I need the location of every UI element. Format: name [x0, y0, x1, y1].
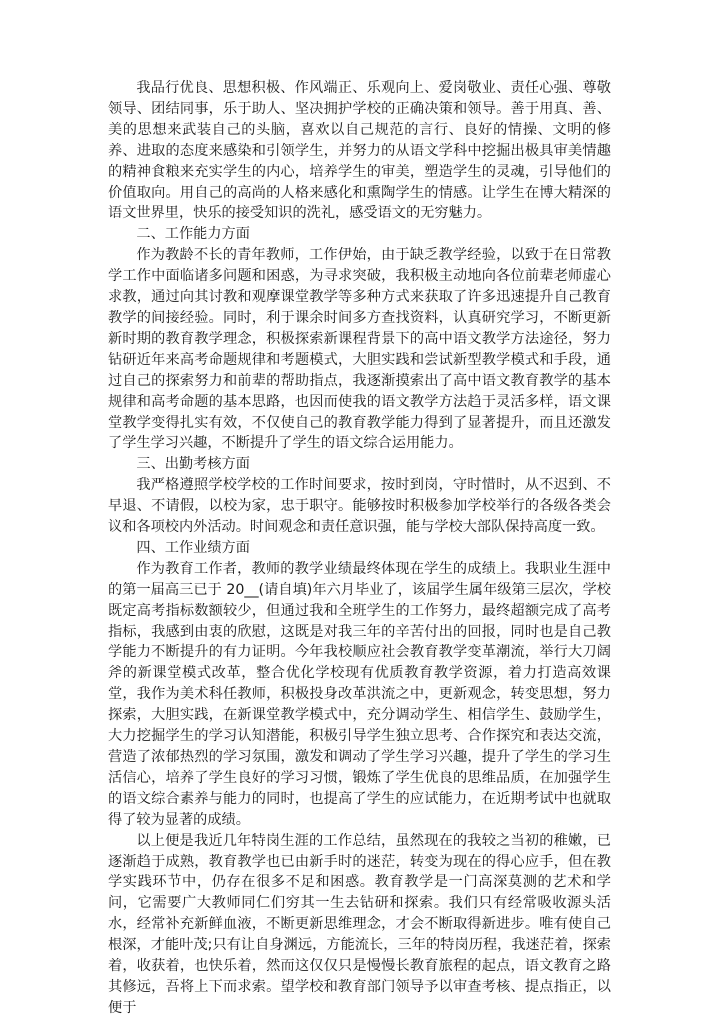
paragraph-work-ability: 作为教龄不长的青年教师，工作伊始，由于缺乏教学经验，以致于在日常教学工作中面临诸多问题和困惑，为寻求突破，我积极主动地向各位前辈老师虚心求教，通过向其讨教和观摩课堂教学等多种方式来获取了许多迅速提升自己教育教学的间接经验。同时，利于课余时间多方查找资料，认真研究学习，不断更新新时期的教育教学理念，积极探索新课程背景下的高中语文教学方法途径，努力钻研近年来高考命题规律和考题模式，大胆实践和尝试新型教学模式和手段，通过自己的探索努力和前辈的帮助指点，我逐渐摸索出了高中语文教育教学的基本规律和高考命题的基本思路，也因而使我的语文教学方法趋于灵活多样，语文课堂教学变得扎实有效，不仅使自己的教育教学能力得到了显著提升，而且还激发了学生学习兴趣，不断提升了学生的语文综合运用能力。: [108, 247, 611, 452]
paragraph-attendance: 我严格遵照学校学校的工作时间要求，按时到岗，守时惜时，从不迟到、不早退、不请假，以校为家，忠于职守。能够按时积极参加学校举行的各级各类会议和各项校内外活动。时间观念和责任意识强，能与学校大部队保持高度一致。: [108, 477, 611, 536]
paragraph-performance: 作为教育工作者，教师的教学业绩最终体现在学生的成绩上。我职业生涯中的第一届高三已于 20__(请自填)年六月毕业了，该届学生属年级第三层次，学校既定高考指标数额较少，但通过我和全班学生的工作努力，最终超额完成了高考指标，我感到由衷的欣慰，这既是对我三年的辛苦付出的回报，同时也是自己教学能力不断提升的有力证明。今年我校顺应社会教育教学变革潮流，举行大刀阔斧的新课堂模式改革，整合优化学校现有优质教育教学资源，着力打造高效课堂，我作为美术科任教师，积极投身改革洪流之中，更新观念，转变思想，努力探索，大胆实践，在新课堂教学模式中，充分调动学生、相信学生、鼓励学生，大力挖掘学生的学习认知潜能，积极引导学生独立思考、合作探究和表达交流，营造了浓郁热烈的学习氛围，激发和调动了学生学习兴趣，提升了学生的学习生活信心，培养了学生良好的学习习惯，锻炼了学生优良的思维品质，在加强学生的语文综合素养与能力的同时，也提高了学生的应试能力，在近期考试中也就取得了较为显著的成绩。: [108, 560, 611, 828]
paragraph-conduct: 我品行优良、思想积极、作风端正、乐观向上、爱岗敬业、责任心强、尊敬领导、团结同事，乐于助人、坚决拥护学校的正确决策和领导。善于用真、善、美的思想来武装自己的头脑，喜欢以自己规范的言行、良好的情操、文明的修养、进取的态度来感染和引领学生，并努力的从语文学科中挖掘出极具审美情趣的精神食粮来充实学生的内心，培养学生的审美，塑造学生的灵魂，引导他们的价值取向。用自己的高尚的人格来感化和熏陶学生的情感。让学生在博大精深的语文世界里，快乐的接受知识的洗礼，感受语文的无穷魅力。: [108, 80, 611, 222]
section-heading-attendance: 三、出勤考核方面: [136, 456, 250, 473]
section-heading-performance: 四、工作业绩方面: [136, 539, 250, 556]
section-heading-work-ability: 二、工作能力方面: [136, 226, 250, 243]
paragraph-summary: 以上便是我近几年特岗生涯的工作总结，虽然现在的我较之当初的稚嫩，已逐渐趋于成熟，教育教学也已由新手时的迷茫，转变为现在的得心应手，但在教学实践环节中，仍存在很多不足和困惑。教育教学是一门高深莫测的艺术和学问，它需要广大教师同仁们穷其一生去钻研和探索。我们只有经常吸收源头活水，经常补充新鲜血液，不断更新思维理念，才会不断取得新进步。唯有使自己根深，才能叶茂;只有让自身渊远，方能流长，三年的特岗历程，我迷茫着，探索着，收获着，也快乐着，然而这仅仅只是慢慢长教育旅程的起点，语文教育之路其修远，吾将上下而求索。望学校和教育部门领导予以审查考核、提点指正，以便于: [108, 832, 611, 1016]
document-body: [108, 78, 611, 1019]
